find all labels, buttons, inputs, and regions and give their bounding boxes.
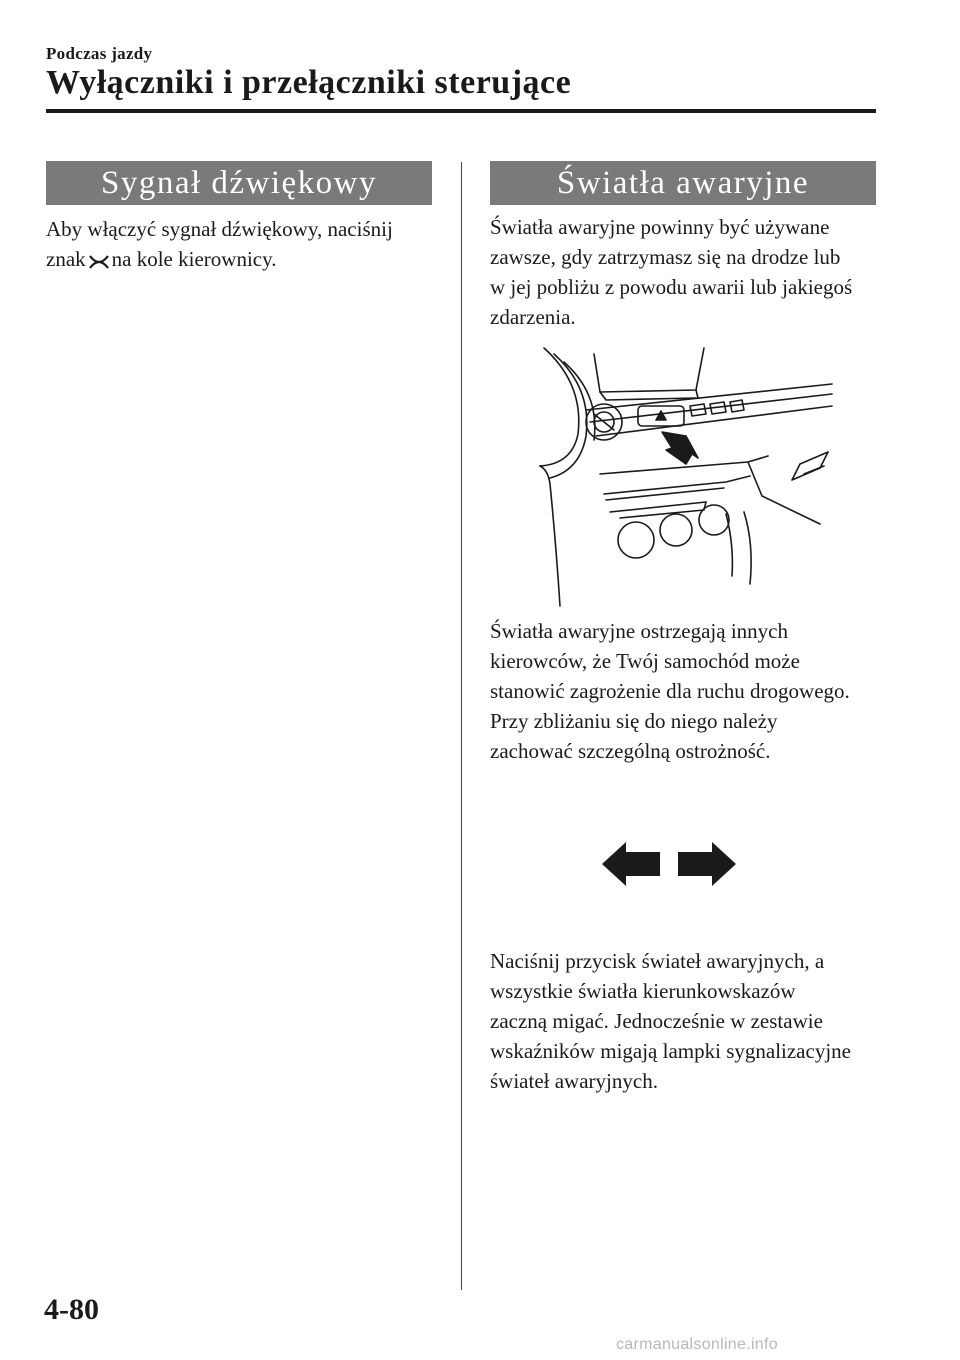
hazard-switch-illustration: [520, 344, 840, 612]
text-line: wskaźników migają lampki sygnalizacyjne: [490, 1039, 851, 1063]
text-line: zdarzenia.: [490, 305, 576, 329]
text-line: stanowić zagrożenie dla ruchu drogowego.: [490, 679, 850, 703]
horn-text-after: na kole kierownicy.: [111, 247, 277, 271]
hazard-section-heading: Światła awaryjne: [490, 161, 876, 205]
horn-text-line: [46, 244, 393, 274]
text-line: Przy zbliżaniu się do niego należy: [490, 709, 778, 733]
horn-section-heading: Sygnał dźwiękowy: [46, 161, 432, 205]
hazard-paragraph-3: [490, 946, 851, 1096]
text-line: Światła awaryjne powinny być używane: [490, 215, 830, 239]
column-divider: [461, 162, 462, 1290]
text-line: Światła awaryjne ostrzegają innych: [490, 619, 788, 643]
text-line: wszystkie światła kierunkowskazów: [490, 979, 796, 1003]
page-number: 4-80: [44, 1293, 99, 1326]
text-line: zachować szczególną ostrożność.: [490, 739, 771, 763]
horn-text-before: znak: [46, 247, 86, 271]
text-line: świateł awaryjnych.: [490, 1069, 658, 1093]
chapter-title: Wyłączniki i przełączniki sterujące: [46, 64, 572, 101]
hazard-paragraph-1: [490, 212, 852, 332]
header-rule: [46, 109, 876, 113]
horn-icon: [88, 255, 110, 269]
hazard-paragraph-2: [490, 616, 850, 766]
text-line: w jej pobliżu z powodu awarii lub jakiegoś: [490, 275, 853, 299]
horn-instructions: [46, 214, 393, 274]
text-line: kierowców, że Twój samochód może: [490, 649, 800, 673]
horn-text-line: Aby włączyć sygnał dźwiękowy, naciśnij: [46, 217, 393, 241]
watermark: carmanualsonline.info: [616, 1336, 778, 1353]
text-line: zawsze, gdy zatrzymasz się na drodze lub: [490, 245, 841, 269]
turn-signal-arrows-icon: [600, 838, 740, 890]
section-label: Podczas jazdy: [46, 44, 153, 63]
text-line: zaczną migać. Jednocześnie w zestawie: [490, 1009, 823, 1033]
text-line: Naciśnij przycisk świateł awaryjnych, a: [490, 949, 825, 973]
